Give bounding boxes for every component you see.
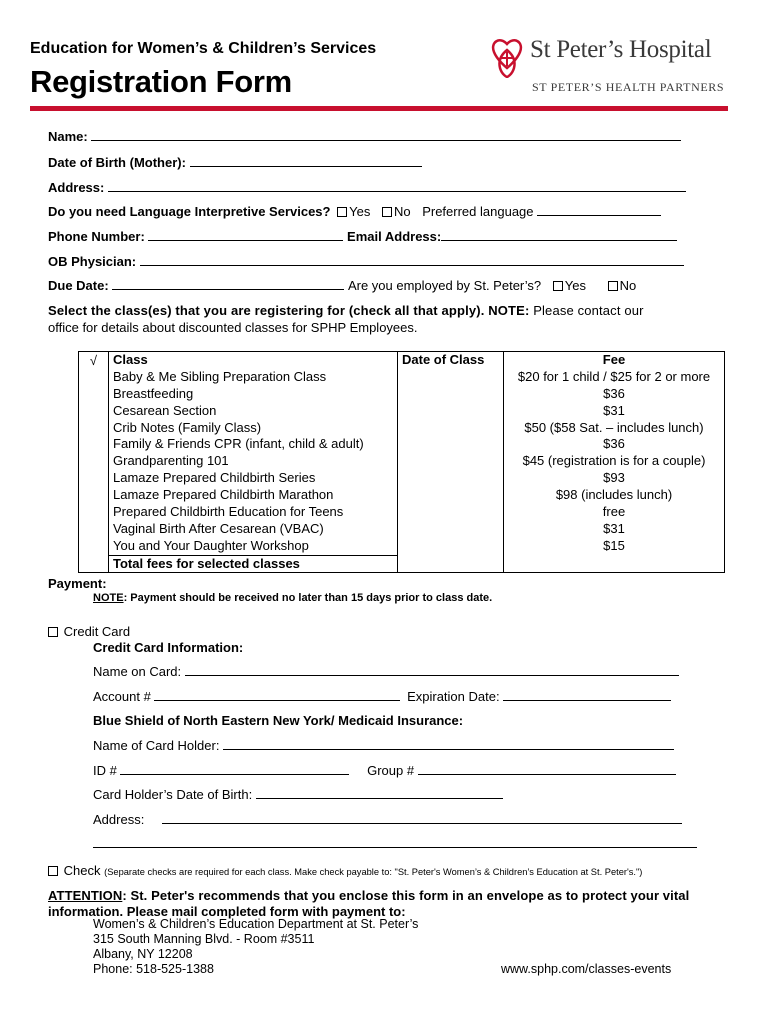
card-holder-label: Name of Card Holder: bbox=[93, 738, 220, 753]
check-header: √ bbox=[89, 353, 98, 368]
phone-label: Phone Number: bbox=[48, 229, 145, 244]
id-label: ID # bbox=[93, 763, 117, 778]
holder-address-second-line[interactable] bbox=[93, 847, 697, 848]
phone-number: Phone: 518-525-1388 bbox=[93, 962, 214, 976]
class-name: Breastfeeding bbox=[113, 385, 194, 401]
check-column[interactable] bbox=[79, 352, 109, 573]
class-column bbox=[109, 352, 398, 556]
employed-yes-label: Yes bbox=[564, 278, 586, 293]
table-header-row bbox=[79, 352, 725, 556]
fee-value: $98 (includes lunch) bbox=[555, 487, 673, 503]
class-name: Baby & Me Sibling Preparation Class bbox=[113, 368, 327, 384]
check-note: (Separate checks are required for each class. Make check payable to: "St. Peter's Women’s & Children’s Education at St. Peter's.") bbox=[104, 867, 643, 877]
class-name: Prepared Childbirth Education for Teens bbox=[113, 504, 344, 520]
class-name: Family & Friends CPR (infant, child & adult) bbox=[113, 436, 364, 452]
attention-label: ATTENTION bbox=[48, 888, 123, 903]
expiration-input-line[interactable] bbox=[503, 690, 671, 701]
holder-address-label: Address: bbox=[93, 812, 145, 827]
language-yes-label: Yes bbox=[349, 204, 371, 219]
expiration-label: Expiration Date: bbox=[407, 689, 500, 704]
insurance-heading: Blue Shield of North Eastern New York/ Medicaid Insurance: bbox=[93, 713, 464, 728]
name-on-card-input-line[interactable] bbox=[185, 665, 679, 676]
instructions-line-2: office for details about discounted classes for SPHP Employees. bbox=[48, 320, 418, 335]
form-title: Registration Form bbox=[30, 64, 292, 99]
employed-question: Are you employed by St. Peter’s? bbox=[347, 278, 542, 293]
account-label: Account # bbox=[93, 689, 151, 704]
due-date-field bbox=[48, 278, 636, 293]
credit-card-label: Credit Card bbox=[63, 624, 131, 639]
fee-value: $15 bbox=[603, 537, 625, 553]
class-name: Crib Notes (Family Class) bbox=[113, 419, 262, 435]
fee-value: $31 bbox=[603, 402, 625, 418]
dob-field[interactable] bbox=[48, 155, 422, 170]
fee-value: $31 bbox=[603, 520, 625, 536]
employed-no-option[interactable] bbox=[608, 278, 637, 293]
hospital-network-name: ST PETER’S HEALTH PARTNERS bbox=[532, 80, 725, 94]
payment-label: Payment: bbox=[48, 576, 107, 591]
card-holder-input-line[interactable] bbox=[223, 739, 674, 750]
phone-input-line[interactable] bbox=[148, 230, 343, 241]
fee-column bbox=[504, 352, 725, 573]
due-date-label: Due Date: bbox=[48, 278, 109, 293]
dob-input-line[interactable] bbox=[190, 156, 422, 167]
fee-value: $20 for 1 child / $25 for 2 or more bbox=[517, 368, 711, 384]
class-name: Cesarean Section bbox=[113, 402, 217, 418]
language-no-option[interactable] bbox=[382, 204, 411, 219]
language-yes-option[interactable] bbox=[337, 204, 370, 219]
credit-card-checkbox[interactable] bbox=[48, 627, 58, 637]
fee-value: $93 bbox=[603, 470, 625, 486]
hospital-logo-icon bbox=[490, 38, 524, 78]
class-name: Grandparenting 101 bbox=[113, 453, 229, 469]
language-question: Do you need Language Interpretive Services? bbox=[48, 204, 331, 219]
date-header: Date of Class bbox=[402, 352, 485, 367]
holder-dob-label: Card Holder’s Date of Birth: bbox=[93, 787, 253, 802]
check-checkbox[interactable] bbox=[48, 866, 58, 876]
address-field[interactable] bbox=[48, 180, 686, 195]
ob-physician-label: OB Physician: bbox=[48, 254, 137, 269]
employed-yes-checkbox[interactable] bbox=[553, 281, 563, 291]
holder-address-field[interactable] bbox=[93, 812, 682, 827]
check-label: Check bbox=[63, 863, 101, 878]
payment-note-text: : Payment should be received no later than 15 days prior to class date. bbox=[123, 592, 493, 604]
preferred-language-input-line[interactable] bbox=[537, 205, 661, 216]
payment-note bbox=[93, 592, 492, 604]
language-yes-checkbox[interactable] bbox=[337, 207, 347, 217]
class-header: Class bbox=[113, 352, 148, 367]
class-name: You and Your Daughter Workshop bbox=[113, 537, 309, 553]
holder-dob-field[interactable] bbox=[93, 787, 503, 802]
name-on-card-label: Name on Card: bbox=[93, 664, 182, 679]
group-label: Group # bbox=[367, 763, 415, 778]
header-divider bbox=[30, 106, 728, 111]
dob-label: Date of Birth (Mother): bbox=[48, 155, 186, 170]
hospital-name: St Peter’s Hospital bbox=[530, 36, 712, 63]
name-label: Name: bbox=[48, 129, 88, 144]
account-field bbox=[93, 689, 671, 704]
credit-card-info-heading: Credit Card Information: bbox=[93, 640, 244, 655]
instructions-contact: Please contact our bbox=[533, 303, 644, 318]
class-table bbox=[78, 351, 725, 573]
fee-header: Fee bbox=[602, 352, 626, 367]
id-group-field bbox=[93, 763, 676, 778]
holder-dob-input-line[interactable] bbox=[256, 788, 503, 799]
ob-physician-field[interactable] bbox=[48, 254, 684, 269]
ob-physician-input-line[interactable] bbox=[140, 255, 684, 266]
class-name: Vaginal Birth After Cesarean (VBAC) bbox=[113, 520, 324, 536]
website-link[interactable]: www.sphp.com/classes-events bbox=[501, 962, 672, 976]
language-no-label: No bbox=[393, 204, 411, 219]
card-holder-field[interactable] bbox=[93, 738, 674, 753]
payment-note-label: NOTE bbox=[93, 592, 124, 604]
class-instructions bbox=[48, 303, 644, 318]
email-input-line[interactable] bbox=[441, 230, 677, 241]
employed-no-label: No bbox=[619, 278, 637, 293]
holder-address-input-line[interactable] bbox=[162, 813, 682, 824]
fee-value: $36 bbox=[603, 436, 625, 452]
address-label: Address: bbox=[48, 180, 105, 195]
credit-card-option[interactable] bbox=[48, 624, 130, 639]
group-input-line[interactable] bbox=[418, 764, 676, 775]
fee-value: free bbox=[602, 504, 626, 520]
check-option[interactable] bbox=[48, 863, 642, 878]
employed-no-checkbox[interactable] bbox=[608, 281, 618, 291]
name-on-card-field[interactable] bbox=[93, 664, 679, 679]
total-label: Total fees for selected classes bbox=[109, 555, 398, 572]
id-input-line[interactable] bbox=[120, 764, 349, 775]
name-input-line[interactable] bbox=[91, 130, 681, 141]
mailing-address-line-1: Women’s & Children’s Education Department at St. Peter’s bbox=[93, 917, 419, 931]
language-field bbox=[48, 204, 661, 219]
address-input-line[interactable] bbox=[108, 181, 686, 192]
mailing-address-line-3: Albany, NY 12208 bbox=[93, 947, 193, 961]
name-field[interactable] bbox=[48, 129, 681, 144]
attention-line-1 bbox=[48, 888, 689, 903]
preferred-language-label: Preferred language bbox=[422, 204, 534, 219]
fee-value: $50 ($58 Sat. – includes lunch) bbox=[524, 419, 704, 435]
phone-email-field bbox=[48, 229, 677, 244]
form-subtitle: Education for Women’s & Children’s Services bbox=[30, 40, 377, 57]
language-no-checkbox[interactable] bbox=[382, 207, 392, 217]
fee-value: $45 (registration is for a couple) bbox=[522, 453, 706, 469]
fee-value: $36 bbox=[603, 385, 625, 401]
account-input-line[interactable] bbox=[154, 690, 400, 701]
due-date-input-line[interactable] bbox=[112, 279, 344, 290]
mailing-address-line-2: 315 South Manning Blvd. - Room #3511 bbox=[93, 932, 315, 946]
attention-line-2: information. Please mail completed form with payment to: bbox=[48, 904, 406, 919]
employed-yes-option[interactable] bbox=[553, 278, 586, 293]
email-label: Email Address: bbox=[347, 229, 442, 244]
attention-text: : St. Peter's recommends that you enclose this form in an envelope as to protect your vital bbox=[122, 888, 690, 903]
class-name: Lamaze Prepared Childbirth Marathon bbox=[113, 487, 334, 503]
class-name: Lamaze Prepared Childbirth Series bbox=[113, 470, 316, 486]
date-column[interactable] bbox=[398, 352, 504, 573]
instructions-bold: Select the class(es) that you are registering for (check all that apply). NOTE: bbox=[48, 303, 530, 318]
